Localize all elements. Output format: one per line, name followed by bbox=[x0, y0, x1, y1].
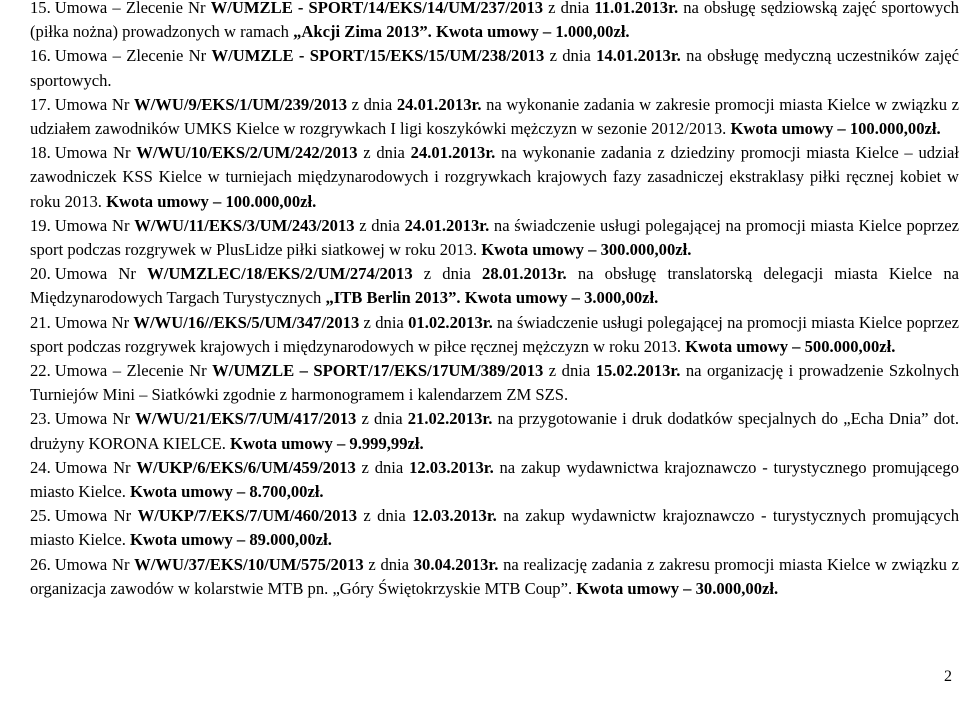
list-item: 17. Umowa Nr W/WU/9/EKS/1/UM/239/2013 z dnia 24.01.2013r. na wykonanie zadania w zakresie promocji miasta Kielce w związku z udziałem zawodników UMKS Kielce w rozgrywkach I ligi koszykówki mężczyzn w sezonie 2012/2013. Kwota umowy – 100.000,00zł. bbox=[30, 94, 959, 139]
list-item: 21. Umowa Nr W/WU/16//EKS/5/UM/347/2013 z dnia 01.02.2013r. na świadczenie usługi polegającej na promocji miasta Kielce poprzez sport podczas rozgrywek krajowych i międzynarodowych w piłce ręcznej mężczyzn w roku 2013. Kwota umowy – 500.000,00zł. bbox=[30, 312, 959, 356]
list-item: 22. Umowa – Zlecenie Nr W/UMZLE – SPORT/17/EKS/17UM/389/2013 z dnia 15.02.2013r. na organizację i prowadzenie Szkolnych Turniejów Mini – Siatkówki zgodnie z harmonogramem i kalendarzem ZM SZS. bbox=[30, 361, 959, 405]
list-item: 25. Umowa Nr W/UKP/7/EKS/7/UM/460/2013 z dnia 12.03.2013r. na zakup wydawnictw krajoznawczo - turystycznych promujących miasto Kielce. Kwota umowy – 89.000,00zł. bbox=[30, 506, 960, 550]
list-item: 24. Umowa Nr W/UKP/6/EKS/6/UM/459/2013 z dnia 12.03.2013r. na zakup wydawnictwa krajoznawczo - turystycznego promującego miasto Kielce. Kwota umowy – 8.700,00zł. bbox=[30, 457, 959, 502]
document-body bbox=[30, 0, 959, 601]
list-item: 20. Umowa Nr W/UMZLEC/18/EKS/2/UM/274/2013 z dnia 28.01.2013r. na obsługę translatorską delegacji miasta Kielce na Międzynarodowych Targach Turystycznych „ITB Berlin 2013”. Kwota umowy – 3.000,00zł. bbox=[30, 264, 959, 308]
list-item: 18. Umowa Nr W/WU/10/EKS/2/UM/242/2013 z dnia 24.01.2013r. na wykonanie zadania z dziedziny promocji miasta Kielce – udział zawodniczek KSS Kielce w turniejach międzynarodowych i rozgrywkach krajowych fazy zasadniczej ekstraklasy piłki ręcznej kobiet w roku 2013. Kwota umowy – 100.000,00zł. bbox=[30, 143, 959, 211]
list-item: 23. Umowa Nr W/WU/21/EKS/7/UM/417/2013 z dnia 21.02.2013r. na przygotowanie i druk dodatków specjalnych do „Echa Dnia” dot. drużyny KORONA KIELCE. Kwota umowy – 9.999,99zł. bbox=[30, 409, 959, 453]
list-item: 16. Umowa – Zlecenie Nr W/UMZLE - SPORT/15/EKS/15/UM/238/2013 z dnia 14.01.2013r. na obsługę medyczną uczestników zajęć sportowych. bbox=[30, 46, 959, 90]
list-item: 15. Umowa – Zlecenie Nr W/UMZLE - SPORT/14/EKS/14/UM/237/2013 z dnia 11.01.2013r. na obsługę sędziowską zajęć sportowych (piłka nożna) prowadzonych w ramach „Akcji Zima 2013”. Kwota umowy – 1.000,00zł. bbox=[30, 0, 959, 42]
list-item: 19. Umowa Nr W/WU/11/EKS/3/UM/243/2013 z dnia 24.01.2013r. na świadczenie usługi polegającej na promocji miasta Kielce poprzez sport podczas rozgrywek w PlusLidze piłki siatkowej w roku 2013. Kwota umowy – 300.000,00zł. bbox=[30, 215, 959, 260]
list-item: 26. Umowa Nr W/WU/37/EKS/10/UM/575/2013 z dnia 30.04.2013r. na realizację zadania z zakresu promocji miasta Kielce w związku z organizacja zawodów w kolarstwie MTB pn. „Góry Świętokrzyskie MTB Coup”. Kwota umowy – 30.000,00zł. bbox=[30, 554, 960, 598]
page-number: 2 bbox=[944, 668, 952, 685]
